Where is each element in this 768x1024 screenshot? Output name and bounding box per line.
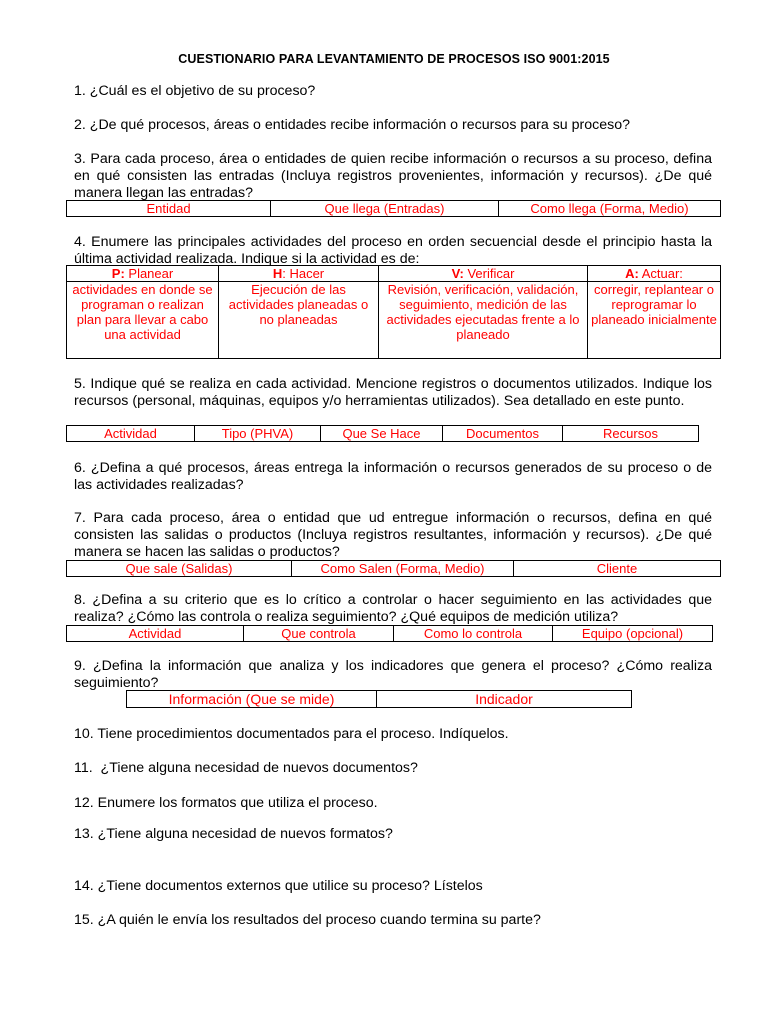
- entradas-table: [66, 200, 721, 217]
- control-col-actividad: Actividad: [67, 626, 244, 642]
- actividades-table: [66, 425, 699, 442]
- question-5: 5. Indique qué se realiza en cada actividad. Mencione registros o documentos utilizados. Indique los recursos (personal, máquinas, equipos y/o herramientas utilizados). Sea detallado en este punto.: [74, 376, 712, 409]
- question-3: 3. Para cada proceso, área o entidades de quien recibe información o recursos a su proceso, defina en qué consisten las entradas (Incluya registros provenientes, información y recursos). ¿De qué manera llegan las entradas?: [74, 151, 712, 201]
- question-9: 9. ¿Defina la información que analiza y los indicadores que genera el proceso? ¿Cómo realiza seguimiento?: [74, 658, 712, 691]
- table-row: [67, 201, 721, 217]
- actividades-col-documentos: Documentos: [443, 426, 563, 442]
- pdca-label-verificar: Verificar: [463, 266, 515, 281]
- pdca-label-planear: Planear: [124, 266, 174, 281]
- pdca-table: [66, 265, 721, 359]
- control-col-equipo: Equipo (opcional): [553, 626, 713, 642]
- actividades-col-que-se-hace: Que Se Hace: [321, 426, 443, 442]
- indicadores-table: [126, 690, 632, 708]
- question-7: 7. Para cada proceso, área o entidad que ud entregue información o recursos, defina en qué consisten las salidas o productos (Incluya registros resultantes, información y recursos). ¿De qué manera se hacen las salidas o productos?: [74, 510, 712, 560]
- actividades-col-recursos: Recursos: [563, 426, 699, 442]
- table-row: [67, 426, 699, 442]
- pdca-desc-planear: actividades en donde se programan o realizan plan para llevar a cabo una actividad: [67, 282, 219, 359]
- salidas-col-cliente: Cliente: [514, 561, 721, 577]
- question-13: 13. ¿Tiene alguna necesidad de nuevos formatos?: [74, 826, 393, 842]
- table-row: [67, 282, 721, 359]
- entradas-col-como-llega: Como llega (Forma, Medio): [499, 201, 721, 217]
- pdca-key-p: P:: [111, 266, 125, 281]
- question-10: 10. Tiene procedimientos documentados para el proceso. Indíquelos.: [74, 726, 509, 742]
- question-6: 6. ¿Defina a qué procesos, áreas entrega la información o recursos generados de su proceso o de las actividades realizadas?: [74, 460, 712, 493]
- pdca-key-a: A:: [625, 266, 639, 281]
- control-col-que-controla: Que controla: [244, 626, 394, 642]
- question-8: 8. ¿Defina a su criterio que es lo crítico a controlar o hacer seguimiento en las actividades que realiza? ¿Cómo las controla o realiza seguimiento? ¿Qué equipos de medición utiliza?: [74, 592, 712, 625]
- pdca-label-hacer: : Hacer: [282, 266, 325, 281]
- pdca-desc-hacer: Ejecución de las actividades planeadas o no planeadas: [219, 282, 379, 359]
- salidas-col-como-salen: Como Salen (Forma, Medio): [292, 561, 514, 577]
- control-table: [66, 625, 713, 642]
- pdca-key-v: V:: [451, 266, 464, 281]
- table-row: [67, 626, 713, 642]
- table-row: [67, 266, 721, 282]
- question-1: 1. ¿Cuál es el objetivo de su proceso?: [74, 83, 316, 99]
- salidas-col-que-sale: Que sale (Salidas): [67, 561, 292, 577]
- pdca-desc-actuar: corregir, replantear o reprogramar lo planeado inicialmente: [588, 282, 721, 359]
- question-14: 14. ¿Tiene documentos externos que utilice su proceso? Lístelos: [74, 878, 483, 894]
- pdca-key-h: H: [272, 266, 283, 281]
- actividades-col-tipo: Tipo (PHVA): [195, 426, 321, 442]
- pdca-label-actuar: Actuar:: [638, 266, 683, 281]
- actividades-col-actividad: Actividad: [67, 426, 195, 442]
- document-title: CUESTIONARIO PARA LEVANTAMIENTO DE PROCESOS ISO 9001:2015: [178, 52, 610, 66]
- control-col-como-controla: Como lo controla: [394, 626, 553, 642]
- salidas-table: [66, 560, 721, 577]
- table-row: [67, 561, 721, 577]
- pdca-header-hacer: [219, 266, 379, 282]
- indicadores-col-informacion: Información (Que se mide): [127, 691, 377, 708]
- entradas-col-entidad: Entidad: [67, 201, 271, 217]
- indicadores-col-indicador: Indicador: [377, 691, 632, 708]
- pdca-header-planear: [67, 266, 219, 282]
- pdca-header-verificar: [379, 266, 588, 282]
- question-4: 4. Enumere las principales actividades del proceso en orden secuencial desde el principio hasta la última actividad realizada. Indique si la actividad es de:: [74, 234, 712, 267]
- entradas-col-que-llega: Que llega (Entradas): [271, 201, 499, 217]
- question-15: 15. ¿A quién le envía los resultados del proceso cuando termina su parte?: [74, 912, 541, 928]
- pdca-desc-verificar: Revisión, verificación, validación, seguimiento, medición de las actividades ejecutadas frente a lo planeado: [379, 282, 588, 359]
- question-2: 2. ¿De qué procesos, áreas o entidades recibe información o recursos para su proceso?: [74, 117, 630, 133]
- table-row: [127, 691, 632, 708]
- question-12: 12. Enumere los formatos que utiliza el proceso.: [74, 795, 378, 811]
- question-11: 11. ¿Tiene alguna necesidad de nuevos documentos?: [74, 760, 418, 776]
- pdca-header-actuar: [588, 266, 721, 282]
